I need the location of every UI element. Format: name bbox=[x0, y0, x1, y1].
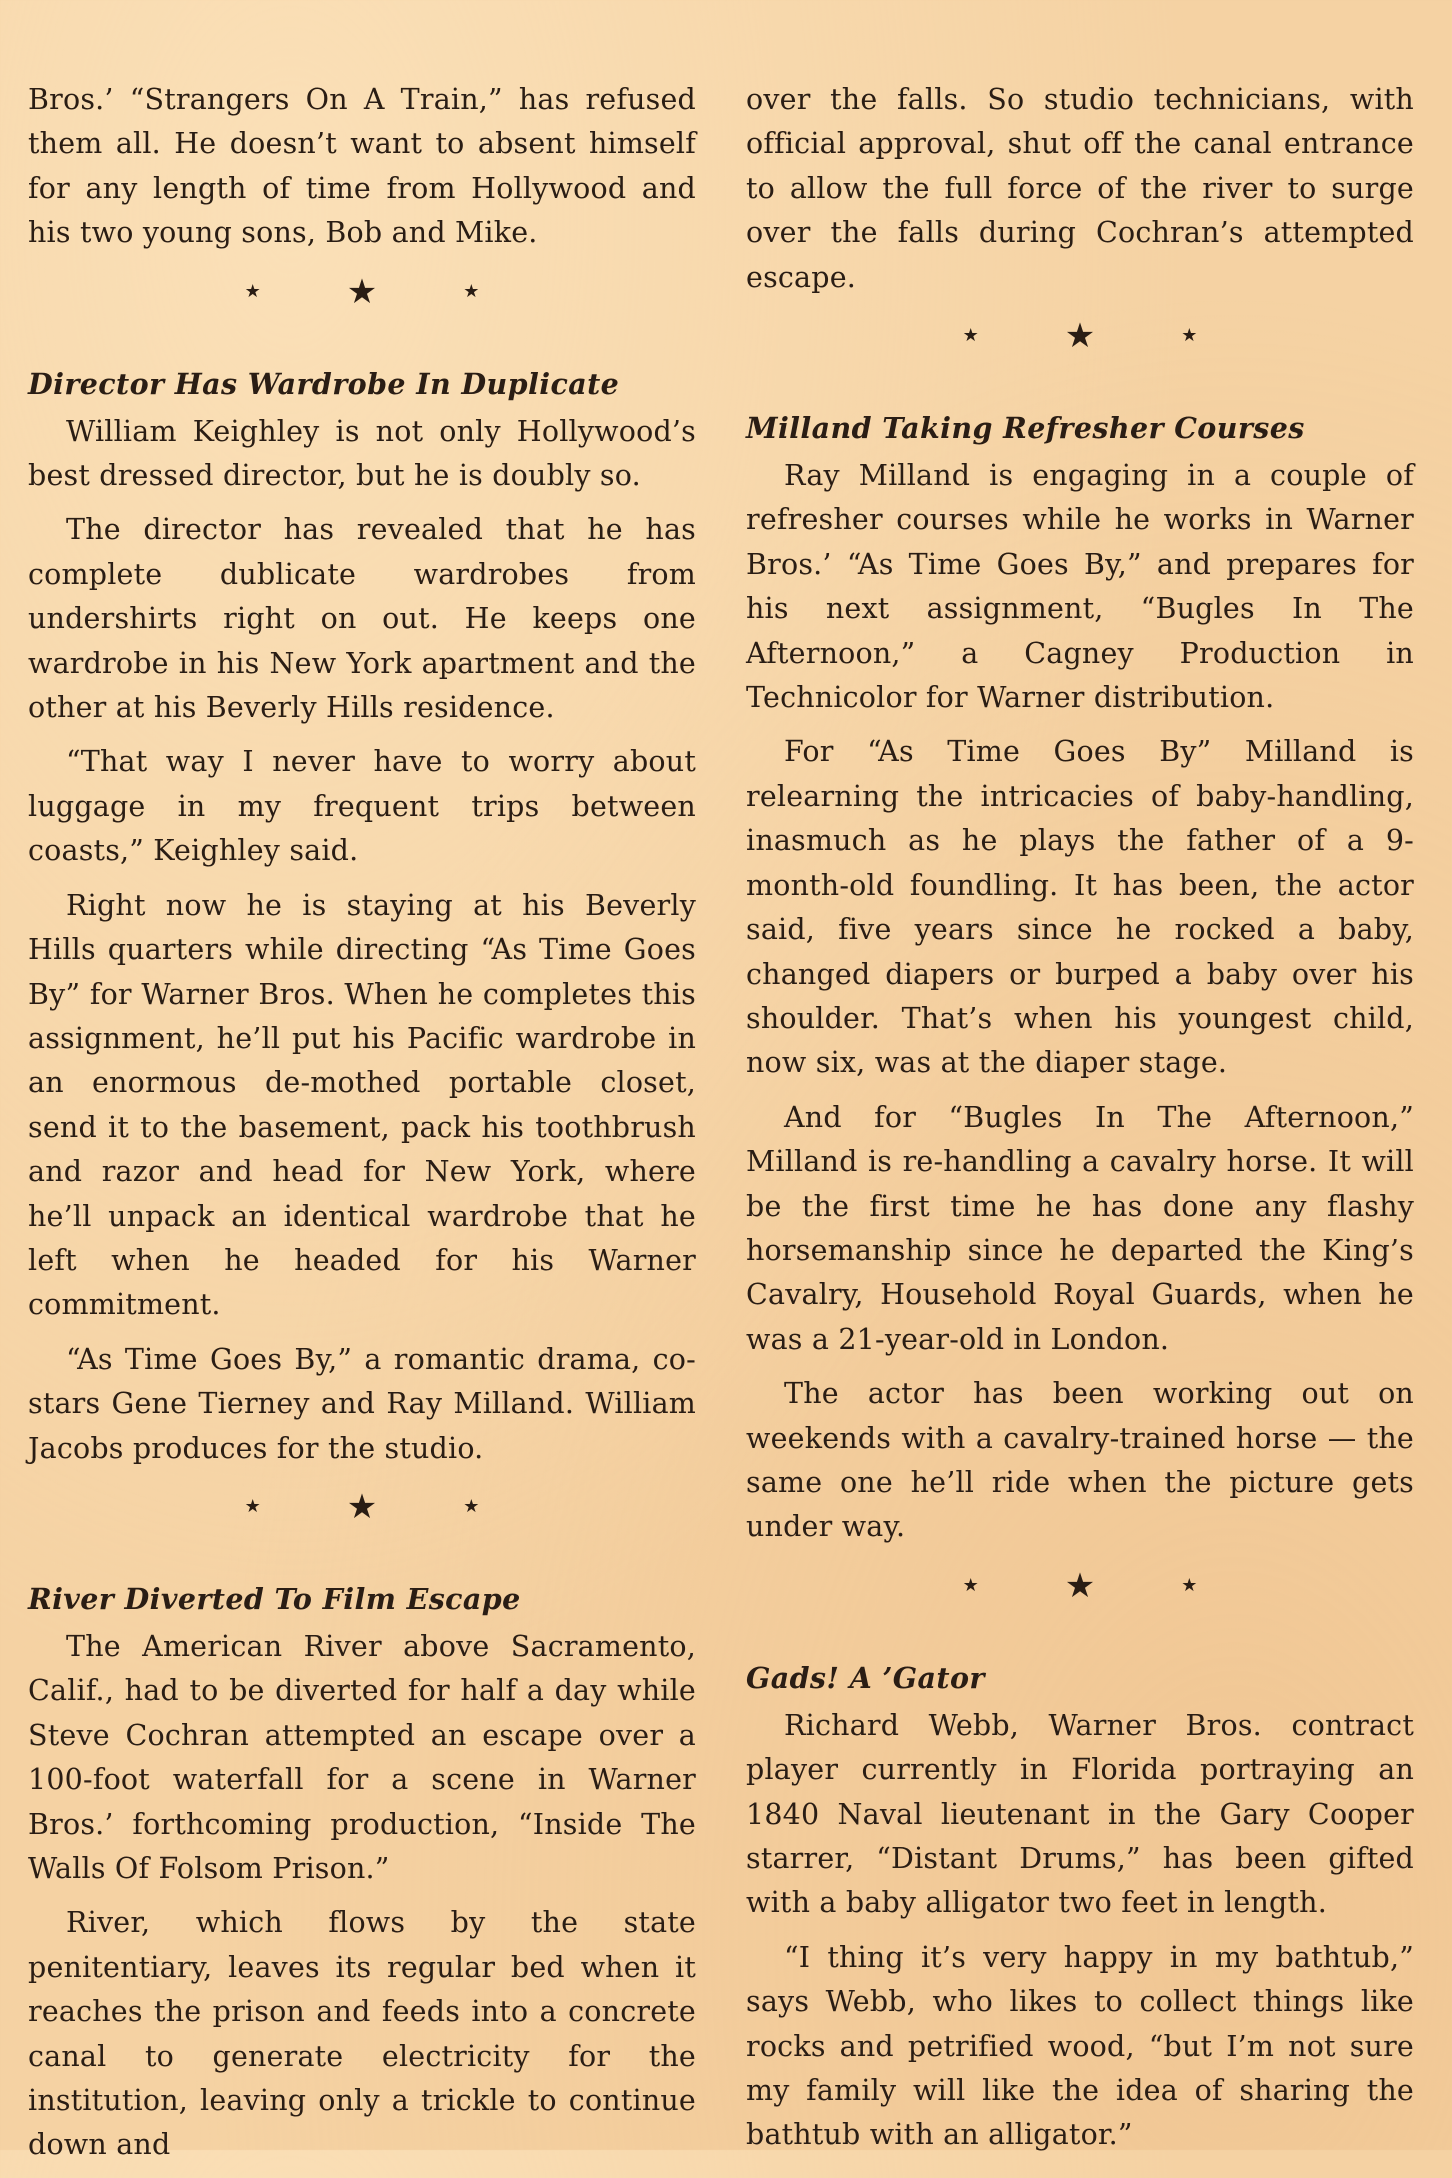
small-star-icon: ★ bbox=[962, 1574, 979, 1596]
star-divider bbox=[28, 1487, 696, 1527]
article-paragraph: For “As Time Goes By” Milland is relearning the intricacies of baby-handling, inasmuch as he plays the father of a 9-month-old foundling. It has been, the actor said, five years since he rocked a baby, changed diapers or burped a baby over his shoulder. That’s when his youngest child, now six, was at the diaper stage. bbox=[746, 735, 1414, 1080]
article-paragraph: The American River above Sacramento, Calif., had to be diverted for half a day while Steve Cochran attempted an escape over a 100-foot waterfall for a scene in Warner Bros.’ forthcoming production, “Inside The Walls Of Folsom Prison.” bbox=[28, 1629, 696, 1885]
article-headline-river: River Diverted To Film Escape bbox=[28, 1581, 521, 1616]
large-star-icon: ★ bbox=[346, 1486, 378, 1527]
star-divider bbox=[746, 316, 1414, 356]
small-star-icon: ★ bbox=[463, 1495, 480, 1517]
right-column bbox=[746, 78, 1414, 2168]
star-divider bbox=[28, 272, 696, 312]
small-star-icon: ★ bbox=[244, 280, 261, 302]
article-paragraph: The actor has been working out on weekends with a cavalry-trained horse — the same one he’ll ride when the picture gets under way. bbox=[746, 1377, 1414, 1544]
small-star-icon: ★ bbox=[1181, 1574, 1198, 1596]
article-paragraph: Ray Milland is engaging in a couple of refresher courses while he works in Warner Bros.’ “As Time Goes By,” and prepares for his next assignment, “Bugles In The Afternoon,” a Cagney Production in Technicolor for Warner distribution. bbox=[746, 459, 1414, 715]
article-paragraph: “That way I never have to worry about luggage in my frequent trips between coasts,” Keighley said. bbox=[28, 745, 696, 868]
right-intro-paragraph: over the falls. So studio technicians, with official approval, shut off the canal entrance to allow the full force of the river to surge over the falls during Cochran’s attempted escape. bbox=[746, 83, 1414, 294]
small-star-icon: ★ bbox=[244, 1495, 261, 1517]
article-paragraph: River, which flows by the state penitentiary, leaves its regular bed when it reaches the prison and feeds into a concrete canal to generate electricity for the institution, leaving only a trickle to continue down and bbox=[28, 1906, 696, 2162]
large-star-icon: ★ bbox=[1064, 316, 1096, 357]
small-star-icon: ★ bbox=[1181, 325, 1198, 347]
article-headline-wardrobe: Director Has Wardrobe In Duplicate bbox=[28, 366, 620, 401]
article-paragraph: And for “Bugles In The Afternoon,” Milland is re-handling a cavalry horse. It will be the first time he has done any flashy horsemanship since he departed the King’s Cavalry, Household Royal Guards, when he was a 21-year-old in London. bbox=[746, 1100, 1414, 1356]
article-paragraph: The director has revealed that he has complete dublicate wardrobes from undershirts right on out. He keeps one wardrobe in his New York apartment and the other at his Beverly Hills residence. bbox=[28, 513, 696, 725]
star-divider bbox=[746, 1566, 1414, 1606]
article-paragraph: Richard Webb, Warner Bros. contract player currently in Florida portraying an 1840 Naval lieutenant in the Gary Cooper starrer, “Distant Drums,” has been gifted with a baby alligator two feet in length. bbox=[746, 1708, 1414, 1920]
left-intro-paragraph: Bros.’ “Strangers On A Train,” has refused them all. He doesn’t want to absent himself for any length of time from Hollywood and his two young sons, Bob and Mike. bbox=[28, 83, 696, 250]
left-column bbox=[28, 78, 696, 2178]
article-headline-gator: Gads! A ’Gator bbox=[746, 1660, 985, 1695]
article-paragraph: Right now he is staying at his Beverly Hills quarters while directing “As Time Goes By” for Warner Bros. When he completes this assignment, he’ll put his Pacific wardrobe in an enormous de-mothed portable closet, send it to the basement, pack his toothbrush and razor and head for New York, where he’ll unpack an identical wardrobe that he left when he headed for his Warner commitment. bbox=[28, 888, 696, 1322]
small-star-icon: ★ bbox=[962, 325, 979, 347]
large-star-icon: ★ bbox=[346, 271, 378, 312]
article-headline-milland: Milland Taking Refresher Courses bbox=[746, 411, 1305, 446]
large-star-icon: ★ bbox=[1064, 1565, 1096, 1606]
article-paragraph: William Keighley is not only Hollywood’s best dressed director, but he is doubly so. bbox=[28, 414, 696, 493]
small-star-icon: ★ bbox=[463, 280, 480, 302]
article-paragraph: “I thing it’s very happy in my bathtub,” says Webb, who likes to collect things like rocks and petrified wood, “but I’m not sure my family will like the idea of sharing the bathtub with an alligator.” bbox=[746, 1940, 1414, 2152]
article-paragraph: “As Time Goes By,” a romantic drama, co-stars Gene Tierney and Ray Milland. William Jacobs produces for the studio. bbox=[28, 1342, 696, 1465]
